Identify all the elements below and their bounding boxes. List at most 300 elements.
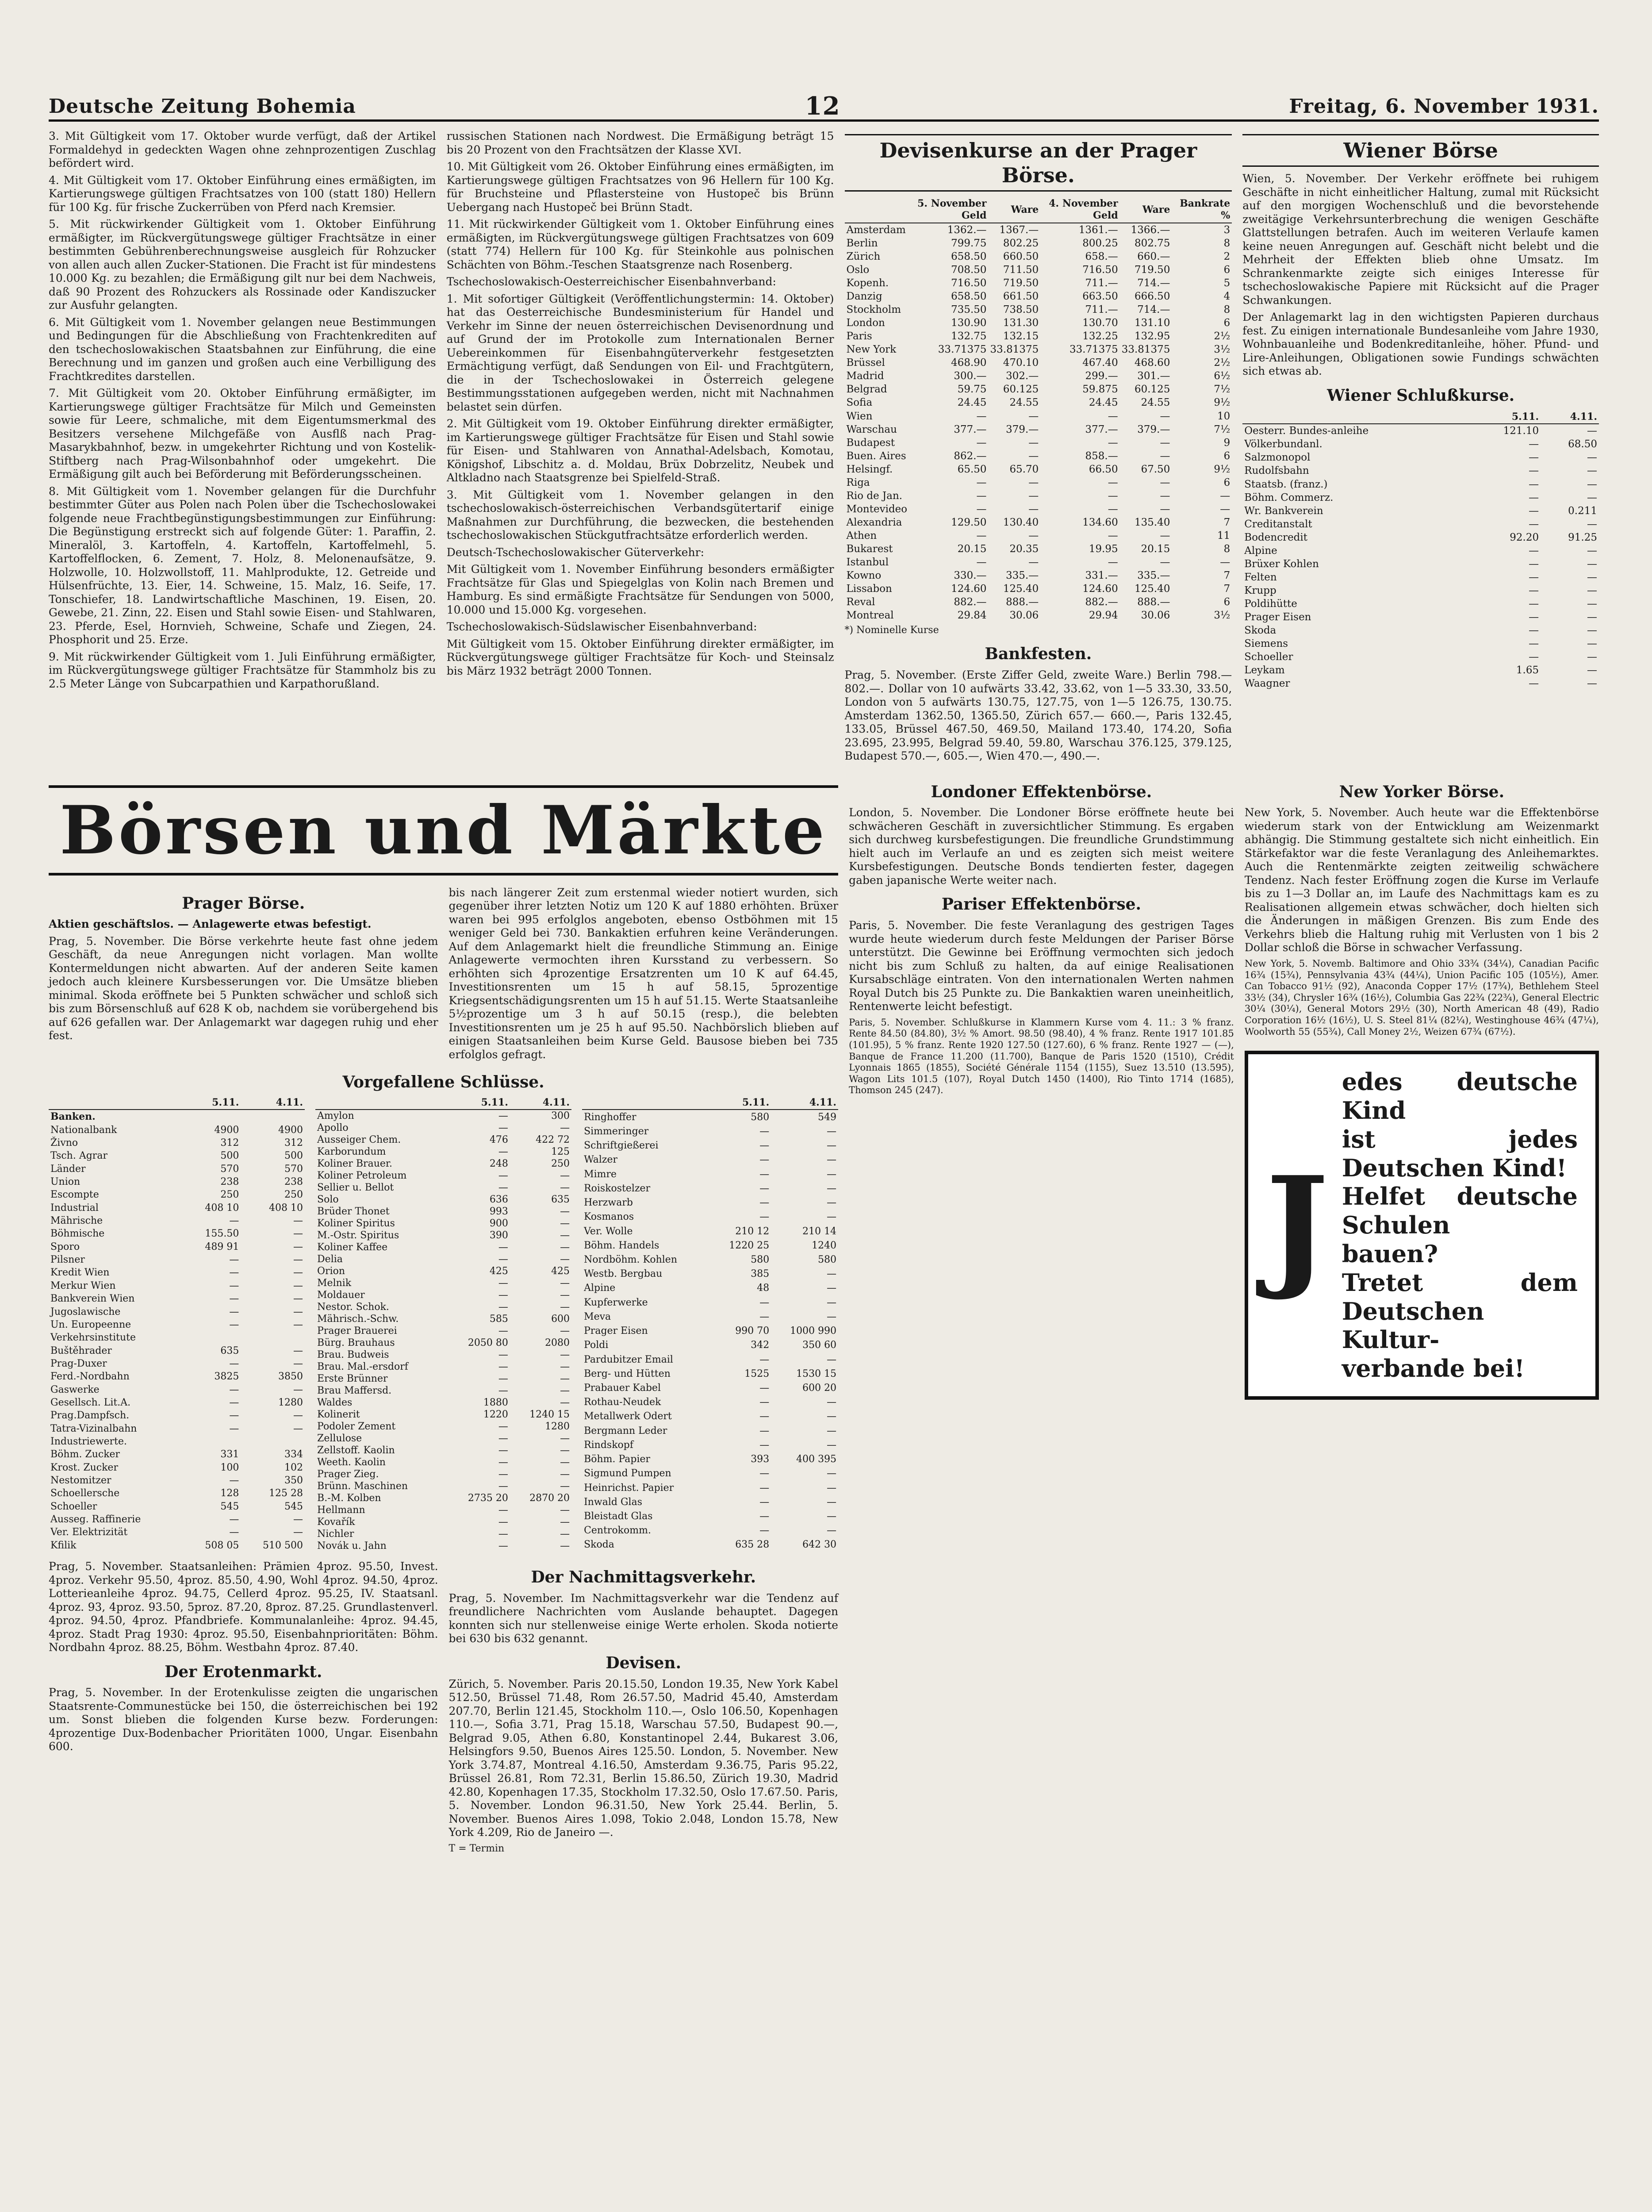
wiener-table-title: Wiener Schlußkurse. [1327,386,1515,405]
prager-text-2: bis nach längerer Zeit zum erstenmal wieder notiert wurden, sich gegenüber ihrer letzten Notiz um 120 K auf 1880 erhöhten. Brüxer waren bei 995 erfolglos angeboten, ebenso Ostböhmen mit 15 weniger Geld bei 730. Bankaktien erfuhren keine Veränderungen. Auf dem Anlagemarkt hielt die freundliche Stimmung an. Einige Anlagewerte vermochten ihren Kursstand zu verbessern. So erhöhten sich 4prozentige Ersatzrenten um 10 K auf 64.45, Investitionsrenten um 15 h auf 58.15, 5prozentige Kriegsentschädigungsrenten um 15 h auf 51.15. Werte Staatsanleihe 5½prozentige um 3 h auf 50.15 (resp.), die belebten Investitionsrenten um je 25 h auf 95.50. Nachbörslich blieben auf einigen Staatsanleihen beim Kurse Geld. Bausose bieben bei 735 erfolglos gefragt. [448,886,839,1061]
table-row [315,1349,571,1361]
table-cell: 131.30 [1003,317,1039,329]
table-row [1242,504,1599,518]
table-cell: Rudolfsbahn [1244,465,1309,477]
table-row [582,1167,838,1181]
table-cell: — [293,1423,303,1434]
table-cell: — [1529,465,1539,477]
table-row [845,383,1232,396]
table-cell: Brünn. Maschinen [317,1481,408,1492]
table-cell: — [498,1290,508,1301]
table-cell: 408 10 [269,1202,303,1214]
table-cell: 155.50 [205,1228,239,1240]
table-cell: Herzwarb [584,1197,633,1209]
table-cell: 666.50 [1134,291,1170,303]
table-cell: — [1529,625,1539,637]
table-header: 4.11. [771,1096,838,1110]
table-cell: — [827,1482,837,1494]
table-cell: Rindskopf [584,1439,634,1451]
table-cell: 132.15 [1003,330,1039,342]
table-cell: Ringhoffer [584,1111,636,1123]
table-cell: Weeth. Kaolin [317,1457,386,1468]
table-cell: — [827,1168,837,1180]
table-cell: — [1587,638,1597,650]
table-cell: Escompte [50,1189,99,1201]
schluesse-table-c [582,1096,838,1552]
table-cell: Völkerbundanl. [1244,438,1322,450]
table-row [582,1210,838,1224]
wiener-table [1242,410,1599,691]
table-cell: Prager Eisen [1244,611,1311,623]
prager-title: Prager Börse. [182,894,305,913]
table-cell: — [229,1293,239,1305]
table-cell: — [560,1457,570,1468]
table-cell: 238 [284,1176,303,1188]
table-cell: — [1028,476,1039,488]
table-cell: Bankverein Wien [50,1293,135,1305]
table-row [315,1110,571,1122]
table-cell: Wr. Bankverein [1244,505,1323,517]
issue-date: Freitag, 6. November 1931. [1289,95,1599,118]
table-cell: Moldauer [317,1290,365,1301]
table-cell: Apollo [317,1122,349,1134]
table-cell: 91.25 [1568,531,1597,543]
table-cell: 33.71375 [1069,344,1118,356]
table-cell: 33.81375 [1121,344,1170,356]
table-cell: — [498,1421,508,1432]
table-cell: 377.— [954,423,987,435]
table-cell: 642 30 [802,1539,837,1551]
table-cell: — [498,1122,508,1134]
table-cell: Brüssel [846,357,885,369]
table-cell: Verkehrsinstitute [50,1332,136,1344]
table-cell: — [1220,557,1230,568]
ad-line-3: Helfet deutsche Schulen [1342,1182,1578,1240]
table-row [49,1409,305,1422]
table-cell: 60.125 [1003,384,1039,396]
table-cell: Rothau-Neudek [584,1397,661,1408]
col1-paragraph: 7. Mit Gültigkeit vom 20. Oktober Einführung ermäßigter, im Kartierungswege gültiger Frachtsätze für Milch und Gemeinsten sowie für Leere, schmaliche, mit dem Eigentumsmerkmal des Besitzers versehene Milchgefäße von Ausflß nach Prag-Masarykbahnhof, bezw. in umgekehrter Richtung und von Kostelik-Stiftberg nach Prag-Wilsonbahnhof oder umgekehrt. Die Ermäßigung gilt auch bei Beförderung mit Beförderungsscheinen. [49,387,436,480]
table-cell: Kopenh. [846,277,889,289]
table-cell: Schoeller [50,1501,97,1512]
table-cell: Nestor. Schok. [317,1302,389,1313]
table-cell: 1240 15 [529,1409,570,1421]
table-cell: 5 [1223,277,1230,289]
schluesse-table-a [49,1096,305,1552]
table-cell: — [1108,476,1118,488]
table-row [582,1224,838,1238]
table-cell: 802.25 [1003,237,1039,249]
table-cell: — [560,1242,570,1253]
table-cell: 102 [284,1462,303,1473]
table-cell: — [759,1439,770,1451]
table-cell: — [229,1423,239,1434]
table-cell: 1000 990 [790,1325,837,1337]
table-cell: Heinrichst. Papier [584,1482,674,1494]
table-cell: — [1160,503,1170,515]
table-row [582,1338,838,1352]
table-cell: Prager Eisen [584,1325,648,1337]
table-cell: — [560,1254,570,1265]
table-cell: 858.— [1085,450,1118,462]
table-row [845,556,1232,569]
table-cell: 312 [220,1137,239,1149]
table-cell: — [293,1384,303,1395]
table-row [315,1540,571,1552]
table-row [315,1337,571,1349]
table-cell: — [560,1433,570,1444]
table-cell: 1525 [744,1368,770,1379]
table-row [49,1383,305,1396]
table-cell: 3½ [1214,344,1230,356]
table-cell: Riga [846,476,870,488]
table-cell: Koliner Spiritus [317,1218,395,1229]
table-cell: Prager Zieg. [317,1469,379,1480]
table-cell: 716.50 [951,277,987,289]
table-cell: — [229,1384,239,1395]
table-row [1242,438,1599,451]
table-cell: 0.211 [1568,505,1597,517]
table-row [315,1456,571,1468]
table-cell: Montevideo [846,503,908,515]
table-row [49,1435,305,1448]
table-row [49,1292,305,1305]
table-cell: 425 [489,1266,508,1277]
table-cell: — [293,1228,303,1240]
table-row [845,263,1232,276]
table-cell: — [560,1349,570,1361]
table-cell: 636 [489,1194,508,1206]
table-cell: — [560,1397,570,1409]
table-row [582,1153,838,1167]
table-row [315,1217,571,1229]
table-cell: 20.15 [957,543,987,555]
table-row [1242,518,1599,531]
table-cell: 1280 [278,1397,303,1408]
table-cell: — [560,1445,570,1456]
table-cell: — [1160,437,1170,449]
table-row [1242,451,1599,464]
table-cell: — [1529,678,1539,690]
table-cell: 379.— [1006,423,1039,435]
table-cell: — [498,1242,508,1253]
table-header: 4. November Geld [1040,197,1119,223]
table-cell: 130.70 [1082,317,1118,329]
table-row [315,1253,571,1265]
table-row [315,1241,571,1253]
table-row [582,1424,838,1438]
table-cell: 2870 20 [529,1493,570,1504]
table-row [845,582,1232,595]
table-cell: 500 [220,1150,239,1162]
table-cell: 2½ [1214,357,1230,369]
table-cell: 20.15 [1141,543,1170,555]
table-cell: — [498,1433,508,1444]
table-cell: 3850 [278,1371,303,1382]
table-cell: 66.50 [1089,463,1118,475]
table-cell: Alpine [1244,545,1277,557]
table-cell: — [1160,410,1170,422]
table-cell: Athen [846,530,877,541]
main-title: Börsen und Märkte [49,785,838,876]
table-cell: — [827,1439,837,1451]
lower-prager [49,1560,838,1855]
table-row [315,1444,571,1456]
table-row [845,369,1232,383]
table-cell: — [827,1468,837,1479]
table-row [1242,584,1599,597]
table-cell: Ausseg. Raffinerie [50,1514,141,1525]
table-cell: — [229,1267,239,1279]
table-cell: 545 [284,1501,303,1512]
table-row [49,1539,305,1552]
table-cell: 9 [1223,437,1230,449]
table-cell: 125.40 [1003,583,1039,595]
table-cell: 425 [551,1266,570,1277]
table-cell: 250 [284,1189,303,1201]
table-cell: — [498,1278,508,1289]
table-row [582,1381,838,1395]
table-cell: Skoda [584,1539,614,1551]
table-row [582,1181,838,1195]
ad-line-1: edes deutsche Kind [1342,1068,1578,1125]
table-cell: 6 [1223,596,1230,608]
table-cell: Kfilik [50,1540,77,1551]
table-row [315,1134,571,1146]
table-cell: 299.— [1085,370,1118,382]
table-cell: — [498,1182,508,1194]
page-header [49,93,1599,122]
table-cell: — [759,1510,770,1522]
table-cell: 134.60 [1082,516,1118,528]
table-cell: — [1028,410,1039,422]
table-cell: — [1587,651,1597,663]
table-cell: — [1587,518,1597,530]
table-row [49,1137,305,1149]
table-cell: 331 [220,1449,239,1460]
table-cell: Erste Brünner [317,1373,388,1385]
table-cell: Danzig [846,291,882,303]
table-row [1242,664,1599,677]
table-row [49,1227,305,1240]
table-cell: 8 [1223,237,1230,249]
table-cell: — [827,1183,837,1194]
table-cell: Delia [317,1254,343,1265]
table-row [1242,611,1599,624]
table-cell: 714.— [1137,304,1170,316]
table-row [315,1122,571,1134]
table-cell: — [827,1126,837,1137]
table-cell: Krost. Zucker [50,1462,118,1473]
table-cell: Felten [1244,571,1277,583]
col2-paragraph: 10. Mit Gültigkeit vom 26. Oktober Einführung eines ermäßigten, im Kartierungswege gültigen Frachtsatzes von 96 Hellern für 100 Kg. für Bruchsteine und Pflastersteine von Hustopeč bis Brünn Uebergang nach Hustopeč bei Brünn Stadt. [446,160,834,214]
table-cell: — [229,1475,239,1486]
table-row [49,1110,305,1124]
table-cell: Industriewerte. [50,1436,127,1447]
col2-paragraph: Mit Gültigkeit vom 1. November Einführung besonders ermäßigter Frachtsätze für Glas und Spiegelglas von Kolin nach Bremen und Hamburg. Es sind ermäßigte Frachtsätze für Sendungen von 5000, 10.000 und 15.000 Kg. vorgesehen. [446,563,834,616]
table-row [582,1452,838,1466]
table-cell: Gesellsch. Lit.A. [50,1397,131,1408]
table-cell: Merkur Wien [50,1280,116,1291]
table-cell: 1530 15 [796,1368,837,1379]
table-cell: 30.06 [1141,610,1170,622]
table-cell: 467.40 [1082,357,1118,369]
table-cell: — [1587,478,1597,490]
table-row [49,1279,305,1292]
table-cell: — [759,1154,770,1166]
table-cell: Sigmund Pumpen [584,1468,671,1479]
table-row [315,1229,571,1241]
table-cell: Amsterdam [846,224,906,236]
table-header [1242,410,1471,424]
table-cell: 59.75 [957,384,987,396]
table-cell: — [560,1122,570,1134]
table-row [845,316,1232,330]
table-cell: — [293,1241,303,1252]
table-row [315,1528,571,1540]
table-row [315,1385,571,1397]
table-cell: Pilsner [50,1254,85,1266]
table-cell [186,1435,241,1448]
table-cell: Istanbul [846,557,889,568]
table-cell: 20.35 [1009,543,1039,555]
table-cell: Nordböhm. Kohlen [584,1254,677,1265]
table-cell: — [1108,557,1118,568]
table-cell: — [1160,557,1170,568]
table-cell: 2050 80 [468,1337,508,1349]
table-cell: Metallwerk Odert [584,1411,672,1422]
table-cell: Böhm. Zucker [50,1449,120,1460]
table-row [315,1301,571,1313]
col1-paragraph: 9. Mit rückwirkender Gültigkeit vom 1. Juli Einführung ermäßigter, im Rückvergütungswege gültiger Frachtsätze für Stammholz bis zu 2.5 Meter Länge von Subcarpathien und Karpathorußland. [49,650,436,690]
table-cell: — [293,1527,303,1538]
ad-line-2: ist jedes Deutschen Kind! [1342,1125,1578,1182]
table-cell: 711.— [1085,277,1118,289]
table-cell: — [498,1170,508,1182]
table-cell: 1280 [545,1421,570,1432]
table-cell: Budapest [846,437,895,449]
table-cell: 302.— [1006,370,1039,382]
table-cell: — [976,437,987,449]
table-cell: Krupp [1244,584,1276,596]
column-newyork [1245,775,1599,1855]
table-cell: Kredit Wien [50,1267,110,1279]
table-cell: 129.50 [951,516,987,528]
table-cell: Kowno [846,570,882,582]
col2-paragraph: Mit Gültigkeit vom 15. Oktober Einführung direkter ermäßigter, im Rückvergütungswege gültiger Frachtsätze für Koch- und Steinsalz bis März 1932 beträgt 2000 Tonnen. [446,637,834,677]
table-cell: M.-Ostr. Spiritus [317,1230,399,1241]
table-row [315,1182,571,1194]
paris-quotes: Paris, 5. November. Schlußkurse in Klammern Kurse vom 4. 11.: 3 % franz. Rente 84.50 (84.80), 3½ % Amort. 98.50 (98.40), 4 % franz. Rente 1917 101.85 (101.95), 5 % franz. Rente 1920 127.50 (127.60), 6 % franz. Rente 1927 — (—), Banque de France 11.200 (11.700), Banque de Paris 1520 (1510), Crédit Lyonnais 1865 (1855), Société Générale 1154 (1155), Suez 13.510 (13.595), Wagon Lits 101.5 (107), Royal Dutch 1450 (1400), Rio Tinto 1714 (1685), Thomson 245 (247). [849,1017,1234,1096]
table-cell: Creditanstalt [1244,518,1312,530]
table-row [582,1524,838,1538]
table-row [315,1361,571,1373]
table-cell: 990 70 [735,1325,770,1337]
table-cell: 422 72 [536,1134,570,1146]
table-cell: — [827,1354,837,1365]
table-cell: — [1028,450,1039,462]
table-cell: — [1587,678,1597,690]
table-row [49,1214,305,1227]
table-cell: 6½ [1214,370,1230,382]
table-cell: Buen. Aires [846,450,906,462]
table-row [49,1253,305,1266]
table-cell: Kovařík [317,1517,355,1528]
table-cell: 7 [1223,583,1230,595]
table-cell: — [229,1527,239,1538]
table-cell: — [560,1505,570,1516]
table-cell: — [498,1361,508,1373]
table-cell: 2735 20 [468,1493,508,1504]
table-cell: Böhm. Handels [584,1240,659,1251]
ad-line-4: bauen? [1342,1239,1438,1268]
table-row [49,1487,305,1500]
table-cell: — [498,1325,508,1337]
table-row [582,1310,838,1324]
devisen2-footnote: T = Termin [448,1843,505,1854]
table-row [315,1468,571,1480]
table-cell: — [976,557,987,568]
table-row [582,1495,838,1509]
bank-text: Prag, 5. November. (Erste Ziffer Geld, zweite Ware.) Berlin 798.— 802.—. Dollar von 10 aufwärts 33.42, 33.62, von 1—5 33.30, 33.50, London von 5 aufwärts 130.75, 127.75, von 1—5 126.75, 130.75. Amsterdam 1362.50, 1365.50, Zürich 657.— 660.—, Paris 132.45, 133.05, Brüssel 467.50, 469.50, Mailand 173.40, 174.20, Sofia 23.695, 23.995, Belgrad 59.40, 59.80, Warschau 376.125, 379.125, Budapest 570.—, 605.—, Wien 470.—, 490.—. [844,668,1232,763]
table-cell: 132.95 [1134,330,1170,342]
table-row [315,1206,571,1217]
table-row [845,542,1232,556]
table-cell: 719.50 [1134,264,1170,276]
table-row [845,343,1232,356]
table-cell: — [827,1510,837,1522]
table-cell: — [229,1410,239,1421]
table-cell: Ausseiger Chem. [317,1134,401,1146]
table-cell: 508 05 [205,1540,239,1551]
table-cell: — [759,1197,770,1209]
col1-paragraph: 4. Mit Gültigkeit vom 17. Oktober Einführung eines ermäßigten, im Kartierungswege gültigen Frachtsatzes von 100 (statt 180) Hellern für 100 Kg. für frische Zuckerrüben von Pferd nach Kremsier. [49,173,436,214]
table-cell: 660.50 [1003,250,1039,262]
table-cell: Union [50,1176,80,1188]
table-cell: 7 [1223,516,1230,528]
table-cell: — [1529,584,1539,596]
table-cell: 30.06 [1009,610,1039,622]
table-cell: — [827,1397,837,1408]
table-cell: — [759,1311,770,1322]
table-cell: 125 [551,1146,570,1158]
table-row [582,1352,838,1367]
table-row [1242,624,1599,637]
table-header [49,1096,186,1110]
table-cell: — [1587,625,1597,637]
table-cell: — [560,1290,570,1301]
schluesse-table-b [315,1096,571,1552]
table-cell: — [759,1482,770,1494]
table-cell: Waagner [1244,678,1290,690]
table-cell: — [1220,503,1230,515]
table-cell: — [229,1254,239,1266]
table-cell: 65.50 [957,463,987,475]
table-row [49,1474,305,1487]
table-cell: 29.84 [957,610,987,622]
table-cell: 121.10 [1503,425,1539,437]
table-cell: — [560,1182,570,1194]
table-cell: Pardubitzer Email [584,1354,673,1365]
table-cell: 390 [489,1230,508,1241]
table-cell: 3825 [214,1371,239,1382]
table-cell: — [827,1154,837,1166]
table-cell: 719.50 [1003,277,1039,289]
table-cell: 29.94 [1089,610,1118,622]
col1-paragraph: 5. Mit rückwirkender Gültigkeit vom 1. Oktober Einführung ermäßigter, im Rückvergütungswege gültiger Frachtsätze in einer bestimmten Gebührenberechnungsweise ausgleich für Rohzucker von allen auch allen Zucker-Stationen. Die Fracht ist für mindestens 10.000 Kg. zu bezahlen; die Ermäßigung gilt nur bei dem Nachweis, daß 90 Prozent des Rohzuckers als Rossinade oder Kandiszucker zur Ausfuhr gelangten. [49,218,436,311]
paris-title: Pariser Effektenbörse. [941,895,1142,914]
table-cell: — [498,1302,508,1313]
